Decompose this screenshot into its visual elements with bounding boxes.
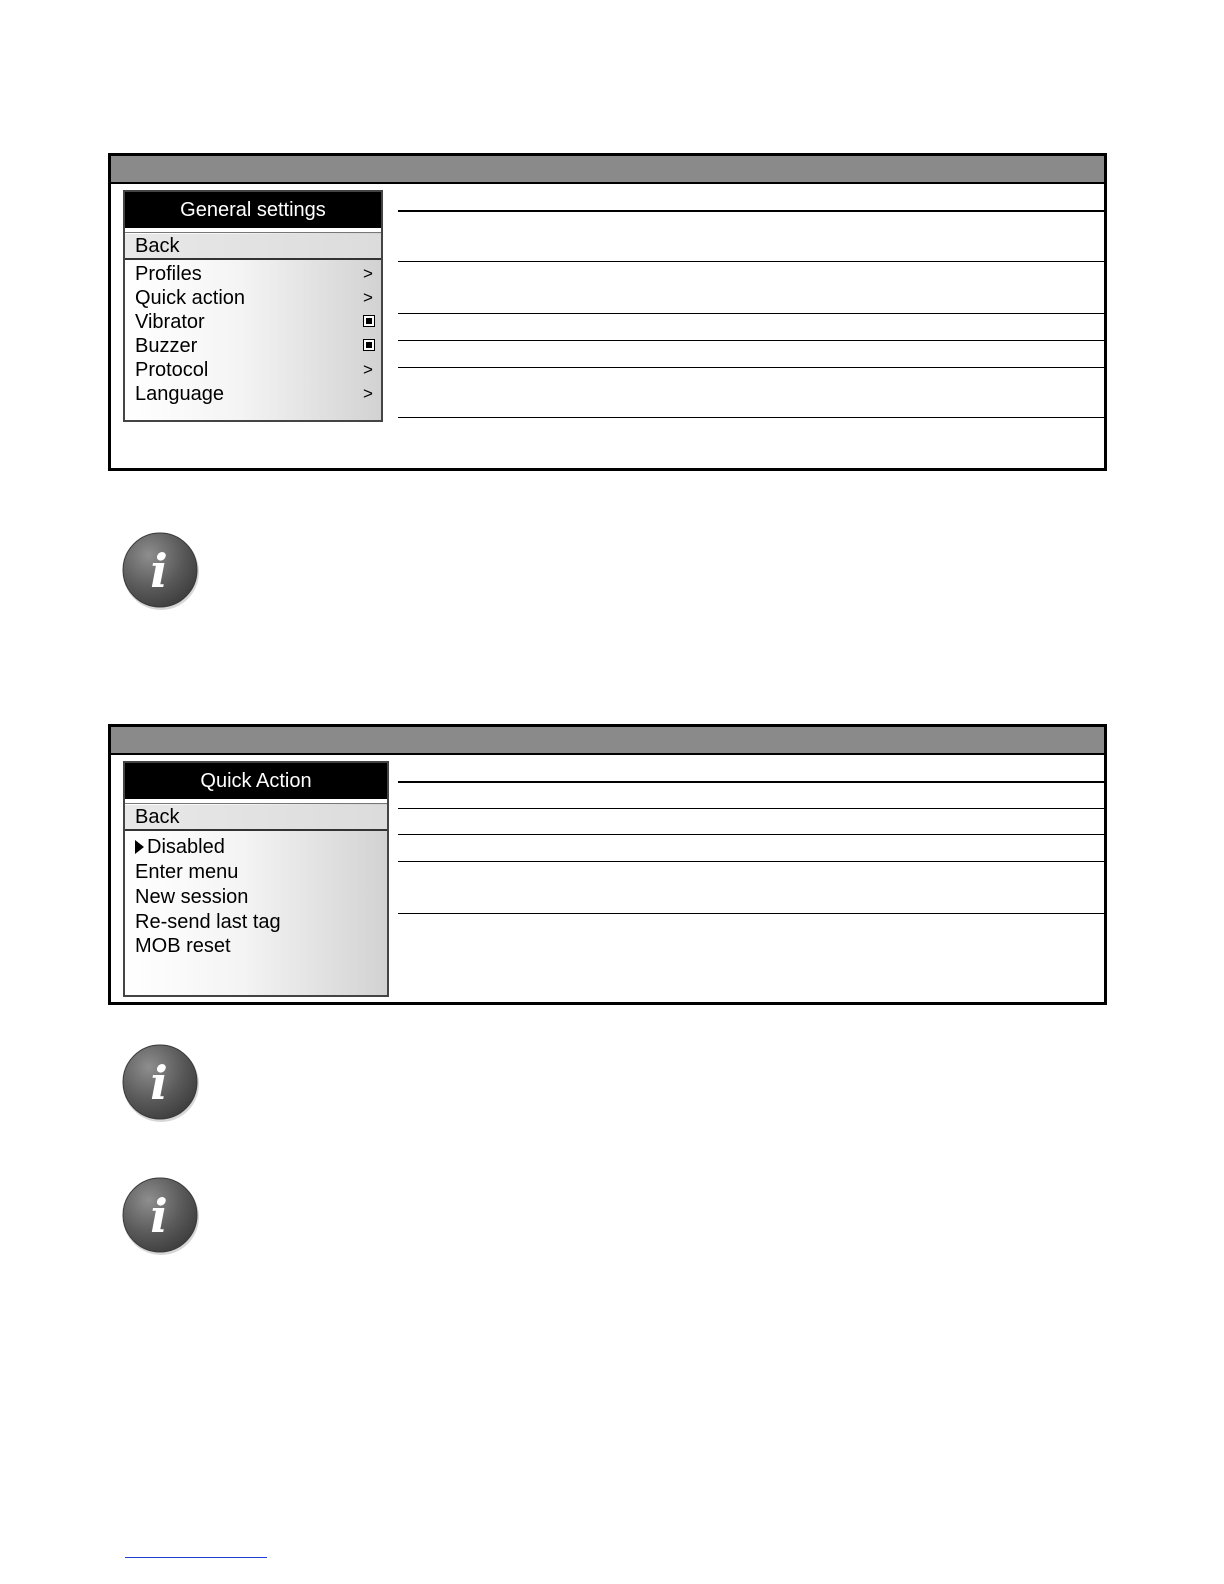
svg-text:i: i	[150, 1056, 168, 1110]
description-row-divider	[398, 781, 1104, 783]
menu-item-label: Profiles	[135, 263, 202, 285]
menu-item-language[interactable]	[135, 382, 375, 406]
info-icon	[121, 531, 201, 611]
menu-item-label: Protocol	[135, 359, 209, 381]
quick-action-screen	[123, 761, 389, 997]
triangle-right-icon	[135, 840, 144, 854]
menu-item-label: Language	[135, 383, 224, 405]
option-label: New session	[135, 886, 249, 908]
option-disabled[interactable]	[135, 835, 381, 859]
back-label: Back	[135, 235, 180, 257]
back-item[interactable]	[135, 234, 375, 258]
footer-link-underline[interactable]	[125, 1557, 267, 1558]
panel-header-bar	[111, 727, 1104, 755]
menu-item-buzzer[interactable]	[135, 334, 375, 358]
menu-item-protocol[interactable]	[135, 358, 375, 382]
menu-item-quick-action[interactable]	[135, 286, 375, 310]
back-label: Back	[135, 806, 180, 828]
screen-title: Quick Action	[125, 763, 387, 799]
option-label: MOB reset	[135, 935, 231, 957]
general-settings-panel	[108, 153, 1107, 471]
back-item[interactable]	[135, 805, 381, 829]
description-row-divider	[398, 313, 1104, 314]
option-label: Re-send last tag	[135, 911, 281, 933]
chevron-right-icon: >	[363, 288, 373, 307]
description-row-divider	[398, 834, 1104, 835]
option-text: Disabled	[147, 836, 225, 858]
info-icon	[121, 1043, 201, 1123]
description-row-divider	[398, 417, 1104, 418]
menu-item-profiles[interactable]	[135, 262, 375, 286]
general-settings-screen	[123, 190, 383, 422]
description-row-divider	[398, 210, 1104, 212]
back-row[interactable]	[125, 234, 381, 260]
screen-separator	[125, 228, 381, 233]
description-row-divider	[398, 340, 1104, 341]
option-resend-last-tag[interactable]	[135, 910, 381, 934]
option-enter-menu[interactable]	[135, 860, 381, 884]
back-row[interactable]	[125, 805, 387, 831]
chevron-right-icon: >	[363, 264, 373, 283]
panel-header-bar	[111, 156, 1104, 184]
checkbox-checked-icon[interactable]	[363, 339, 375, 351]
description-row-divider	[398, 367, 1104, 368]
option-label	[135, 835, 225, 859]
chevron-right-icon: >	[363, 360, 373, 379]
menu-item-vibrator[interactable]	[135, 310, 375, 334]
description-row-divider	[398, 808, 1104, 809]
menu-item-label: Buzzer	[135, 335, 198, 357]
description-row-divider	[398, 261, 1104, 262]
menu-item-label: Quick action	[135, 287, 246, 309]
option-label: Enter menu	[135, 861, 239, 883]
description-row-divider	[398, 913, 1104, 914]
screen-separator	[125, 799, 387, 804]
description-row-divider	[398, 861, 1104, 862]
menu-item-label: Vibrator	[135, 311, 205, 333]
info-icon	[121, 1176, 201, 1256]
svg-text:i: i	[150, 1189, 168, 1243]
checkbox-checked-icon[interactable]	[363, 315, 375, 327]
screen-title: General settings	[125, 192, 381, 228]
option-mob-reset[interactable]	[135, 934, 381, 958]
quick-action-panel	[108, 724, 1107, 1005]
svg-text:i: i	[150, 544, 168, 598]
option-new-session[interactable]	[135, 885, 381, 909]
chevron-right-icon: >	[363, 384, 373, 403]
